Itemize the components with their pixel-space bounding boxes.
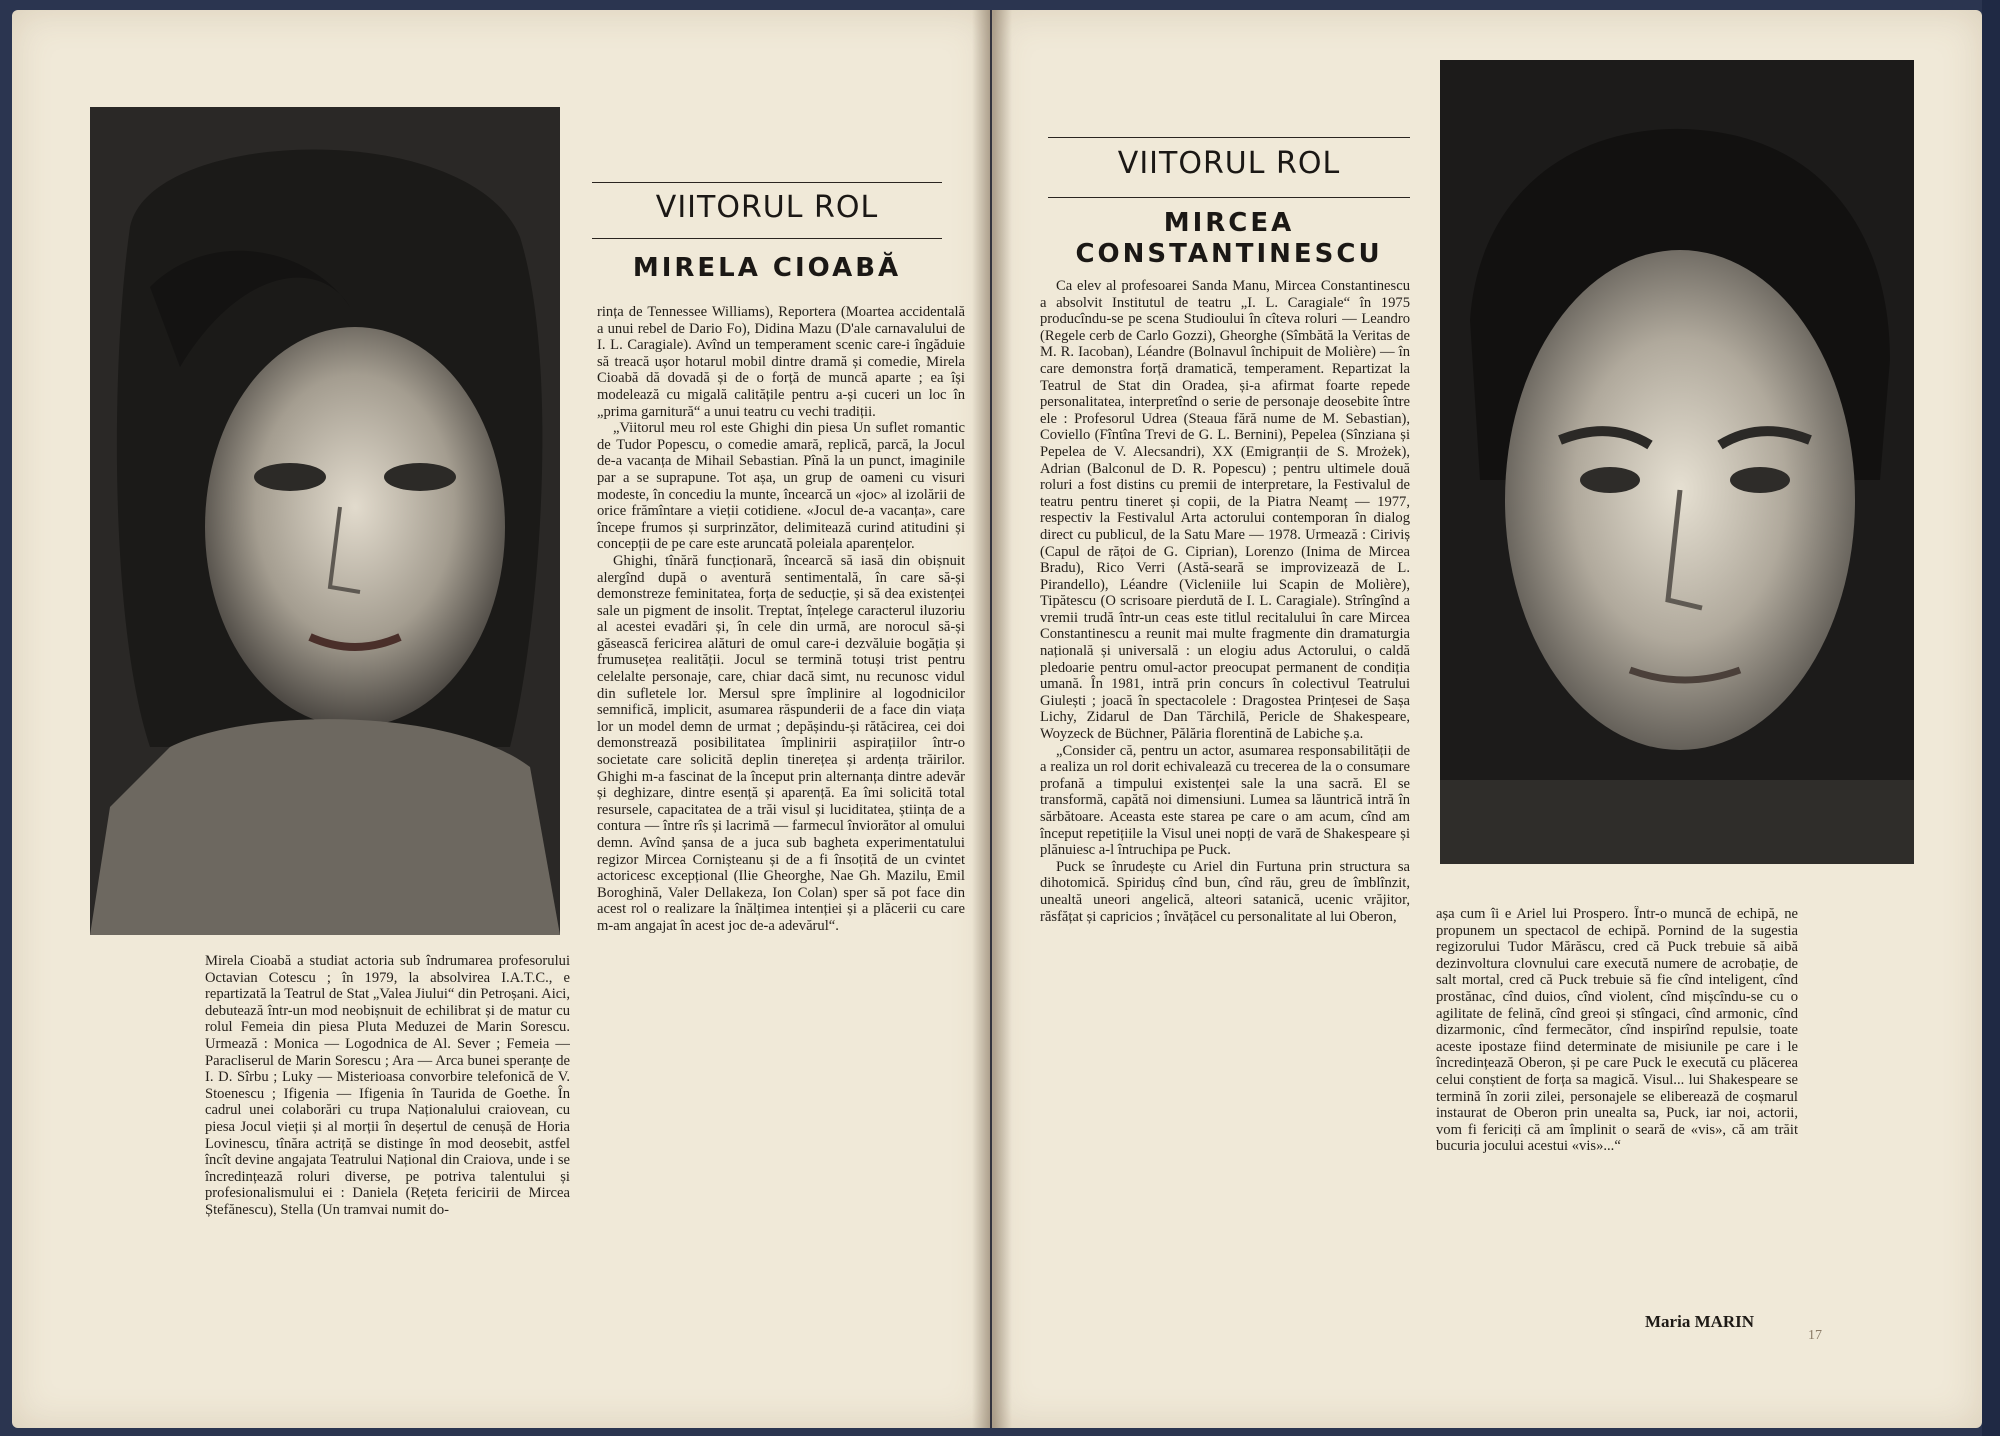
article-title-right-line1: MIRCEA — [1163, 208, 1295, 238]
binding-edge — [1982, 0, 2000, 1436]
header-rule-mid-right — [1048, 197, 1410, 198]
header-rule-mid-left — [592, 238, 942, 239]
paragraph: „Viitorul meu rol este Ghighi din piesa Un suflet romantic de Tudor Popescu, o comedie amară, replică, parcă, la Jocul de-a vacanța de Mihail Sebastian. Pînă la un punct, imaginile par a se suprapune. Tot așa, un grup de oameni cu visuri modeste, în concediu la munte, încearcă un «joc» al izolării de orice frămîntare a vieții cotidiene. «Jocul de-a vacanța», care începe frumos și surprinzător, delimitează curind atitudini și concepții de pe care este aruncată poleiala aparențelor. — [597, 420, 965, 553]
paragraph: rința de Tennessee Williams), Reportera (Moartea accidentală a unui rebel de Dario Fo), Didina Mazu (D'ale carnavalului de I. L. Caragiale). Avînd un temperament scenic care-i îngăduie să treacă ușor hotarul mobil dintre dramă și comedie, Mirela Cioabă dă dovadă și de o forță de muncă aparte ; ea își modelează cu migală calitățile pentru a-și cuceri un loc în „prima garnitură“ a unui teatru cu vechi tradiții. — [597, 304, 965, 420]
portrait-photo-mircea-constantinescu — [1440, 60, 1914, 864]
page-number: 17 — [1808, 1328, 1822, 1343]
article-title-right-line2: CONSTANTINESCU — [1075, 239, 1383, 269]
paragraph: așa cum îi e Ariel lui Prospero. Într-o muncă de echipă, ne propunem un spectacol de echipă. Pornind de la sugestia regizorului Tudor Mărăscu, cred că Puck trebuie să aibă dezinvoltura clovnului care execută numere de acrobație, de salt mortal, cred că Puck trebuie să fie cînd inteligent, cînd prostănac, cînd duios, cînd violent, cînd mișcîndu-se cu o agilitate de felină, cînd greoi și stîngaci, cînd armonic, cînd dizarmonic, cînd fermecător, cînd inspirînd repulsie, toate aceste ipostaze fiind determinate de misiunile pe care i le încredințează Oberon, și pe care Puck le execută cu plăcerea celui conștient de forța sa magică. Visul... lui Shakespeare se termină în zorii zilei, personajele se eliberează de coșmarul instaurat de Oberon prin unealta sa, Puck, iar noi, actorii, vom fi fericiți că am împlinit o seară de «vis», că am trăit bucuria jocului acestui «vis»...“ — [1436, 906, 1798, 1155]
right-article-column-1 — [1040, 278, 1410, 1330]
header-rule-top-right — [1048, 137, 1410, 138]
paragraph: Puck se înrudește cu Ariel din Furtuna prin structura sa dihotomică. Spiriduș cînd bun, cînd rău, greu de îmblînzit, unealtă uneori angelică, alteori satanică, ucenic vrăjitor, răsfățat și capricios ; învățăcel cu personalitate al lui Oberon, — [1040, 858, 1410, 925]
right-article-column-2 — [1436, 906, 1798, 1318]
section-kicker-left: VIITORUL ROL — [655, 190, 879, 225]
section-kicker-right: VIITORUL ROL — [1117, 146, 1341, 181]
paragraph: „Consider că, pentru un actor, asumarea responsabilității de a realiza un rol dorit echivalează cu trecerea de la o consumare profană a timpului existenței sale la una sacră. El se transformă, capătă noi dimensiuni. Lumea sa lăuntrică intră în sărbătoare. Aceasta este starea pe care o am acum, cînd am început repetițiile la Visul unei nopți de vară de Shakespeare și plănuiesc a-l întruchipa pe Puck. — [1040, 742, 1410, 859]
paragraph: Ghighi, tînără funcționară, încearcă să iasă din obișnuit alergînd după o aventură sentimentală, în care să-și demonstreze feminitatea, forța de seducție, și să dea existenței sale un pigment de insolit. Treptat, înțelege caracterul iluzoriu al acestei evadări și, în cele din urmă, are norocul să-și găsească fericirea alături de omul care-i dezvăluie bogăția și frumusețea realității. Jocul se termină totuși trist pentru celelalte personaje, care, chiar dacă simt, nu recunosc vidul din sufletele lor. Mersul spre împlinire al logodnicilor semnifică, implicit, asumarea răspunderii de a face din viața lor un model demn de urmat ; depășindu-și rătăcirea, cei doi demonstrează posibilitatea împlinirii aspirațiilor într-o societate care solicită deplin tinerețea și ardența trăirilor. Ghighi m-a fascinat de la început prin alternanța dintre adevăr și deghizare, dintre esență și aparență. Ea îmi solicită total resursele, capacitatea de a trăi visul și luciditatea, știința de a contura — între rîs și lacrimă — farmecul înviorător al omului demn. Avînd șansa de a juca sub bagheta experimentatului regizor Mircea Cornișteanu și de a fi însoțită de un cvintet actoricesc excepțional (Ilie Gheorghe, Nae Gh. Mazilu, Emil Boroghină, Valer Dellakeza, Ion Colan) sper să pot face din acest rol o realizare la înălțimea intenției și a plăcerii cu care m-am angajat în acest joc de-a adevărul“. — [597, 552, 965, 934]
book-gutter — [972, 10, 1012, 1428]
paragraph: Mirela Cioabă a studiat actoria sub îndrumarea profesorului Octavian Cotescu ; în 1979, la absolvirea I.A.T.C., e repartizată la Teatrul de Stat „Valea Jiului“ din Petroșani. Aici, debutează într-un mod neobișnuit de echilibrat și de matur cu rolul Femeia din piesa Pluta Meduzei de Marin Sorescu. Urmează : Monica — Logodnica de Al. Sever ; Femeia — Paracliserul de Marin Sorescu ; Ara — Arca bunei speranțe de I. D. Sîrbu ; Luky — Misterioasa convorbire telefonică de V. Stoenescu ; Ifigenia — Ifigenia în Taurida de Goethe. În cadrul unei colaborări cu trupa Naționalului craiovean, cu piesa Jocul vieții și al morții în deșertul de cenușă de Horia Lovinescu, tînăra actriță se distinge în mod deosebit, astfel încît devine angajata Teatrului Național din Craiova, unde i se încredințează roluri diverse, pe potriva talentului și profesionalismului ei : Daniela (Rețeta fericirii de Mircea Ștefănescu), Stella (Un tramvai numit do- — [205, 953, 570, 1218]
paragraph: Ca elev al profesoarei Sanda Manu, Mircea Constantinescu a absolvit Institutul de teatru „I. L. Caragiale“ în 1975 producîndu-se pe scena Studioului în cîteva roluri — Leandro (Regele cerb de Carlo Gozzi), Gheorghe (Sîmbătă la Veritas de M. R. Iacoban), Léandre (Bolnavul închipuit de Molière) — în care demonstra forță dramatică, temperament. Repartizat la Teatrul de Stat din Oradea, și-a afirmat foarte repede personalitatea, interpretînd o serie de personaje deosebite între ele : Profesorul Udrea (Steaua fără nume de M. Sebastian), Coviello (Fîntîna Trevi de G. L. Bernini), Pepelea (Sînziana și Pepelea de V. Alecsandri), XX (Emigranții de S. Mrożek), Adrian (Balconul de D. R. Popescu) ; pentru ultimele două roluri a fost distins cu premii de interpretare, la Festivalul de teatru pentru tineret și copii, de la Piatra Neamț — 1977, respectiv la Festivalul Arta actorului contemporan în dialog direct cu publicul, de la Satu Mare — 1978. Urmează : Ciriviș (Capul de rățoi de G. Ciprian), Lorenzo (Inima de Mircea Bradu), Rico Verri (Astă-seară se improvizează de L. Pirandello), Léandre (Vicleniile lui Scapin de Molière), Tipătescu (O scrisoare pierdută de I. L. Caragiale). Strîngînd a vremii trudă într-un ceas este titlul recitalului în care Mircea Constantinescu a reunit mai multe fragmente din dramaturgia națională și universală : un elogiu adus Actorului, o caldă pledoarie pentru omul-actor preocupat permanent de condiția umană. În 1981, intră prin concurs în colectivul Teatrului Giulești ; joacă în spectacolele : Dragostea Prințesei de Sașa Lichy, Zidarul de Dan Tărchilă, Pericle de Shakespeare, Woyzeck de Büchner, Pălăria florentină de Labiche ș.a. — [1040, 278, 1410, 743]
article-title-left: MIRELA CIOABĂ — [632, 253, 902, 283]
header-rule-top-left — [592, 182, 942, 183]
left-article-column-1 — [205, 953, 570, 1381]
portrait-photo-mirela-cioaba — [90, 107, 560, 935]
left-article-column-2 — [597, 304, 965, 1402]
author-signature: Maria MARIN — [1645, 1312, 1755, 1331]
